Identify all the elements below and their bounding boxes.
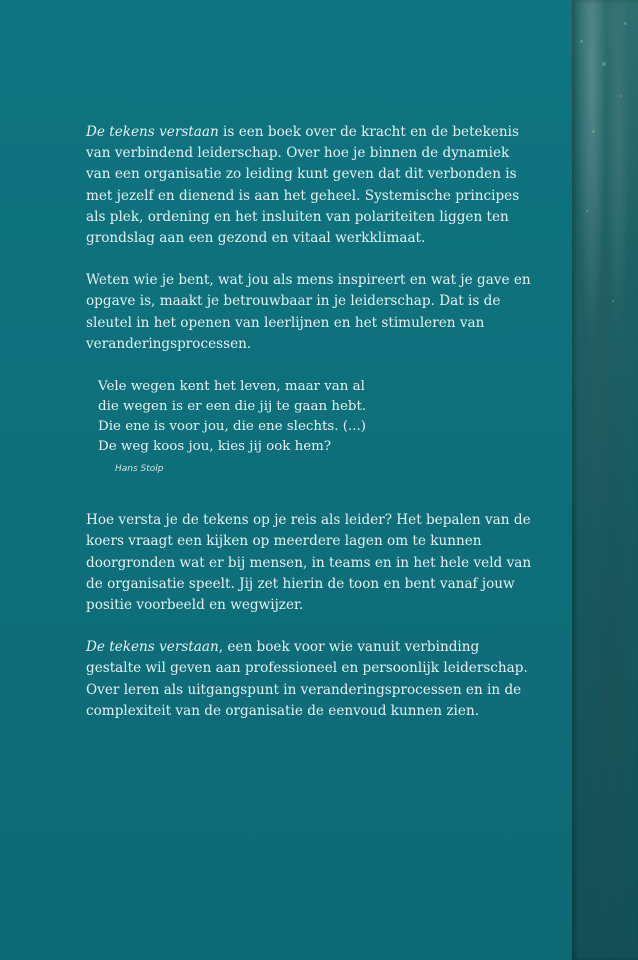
quote-line: Vele wegen kent het leven, maar van al	[98, 379, 365, 395]
quote-line: Die ene is voor jou, die ene slechts. (...)	[98, 419, 366, 435]
quote-line: De weg koos jou, kies jij ook hem?	[98, 439, 332, 455]
blurb-text	[86, 122, 536, 743]
book-title-italic: De tekens verstaan	[86, 124, 219, 140]
quote-author: Hans Stolp	[115, 464, 164, 475]
book-spine	[572, 0, 638, 960]
paragraph-intro-text: is een boek over de kracht en de betekenis van verbindend leiderschap. Over hoe je binnen de dynamiek van een organisatie zo leiding kunt geven dat dit verbonden is met jezelf en dienend is aan het geheel. Systemische principes als plek, ordening en het insluiten van polariteiten liggen ten grondslag aan een gezond en vitaal werkklimaat.	[86, 124, 520, 247]
poem-quote	[98, 376, 536, 480]
paragraph-leadership: Hoe versta je de tekens op je reis als leider? Het bepalen van de koers vraagt een kijken op meerdere lagen om te kunnen doorgronden wat er bij mensen, in teams en in het hele veld van de organisatie speelt. Jij zet hierin de toon en bent vanaf jouw positie voorbeeld en wegwijzer.	[86, 512, 532, 614]
quote-line: die wegen is er een die jij te gaan hebt.	[98, 399, 367, 415]
paragraph-identity: Weten wie je bent, wat jou als mens inspireert en wat je gave en opgave is, maakt je betrouwbaar in je leiderschap. Dat is de sleutel in het openen van leerlijnen en het stimuleren van veranderingsprocessen.	[86, 272, 531, 352]
paragraph-closing	[86, 637, 536, 722]
book-title-italic: De tekens verstaan	[86, 639, 219, 656]
paragraph-intro	[86, 122, 536, 249]
paragraph-closing-text: , een boek voor wie vanuit verbinding gestalte wil geven aan professioneel en persoonlijk leiderschap. Over leren als uitgangspunt in veranderingsprocessen en in de complexiteit van de organisatie de eenvoud kunnen zien.	[86, 639, 528, 719]
